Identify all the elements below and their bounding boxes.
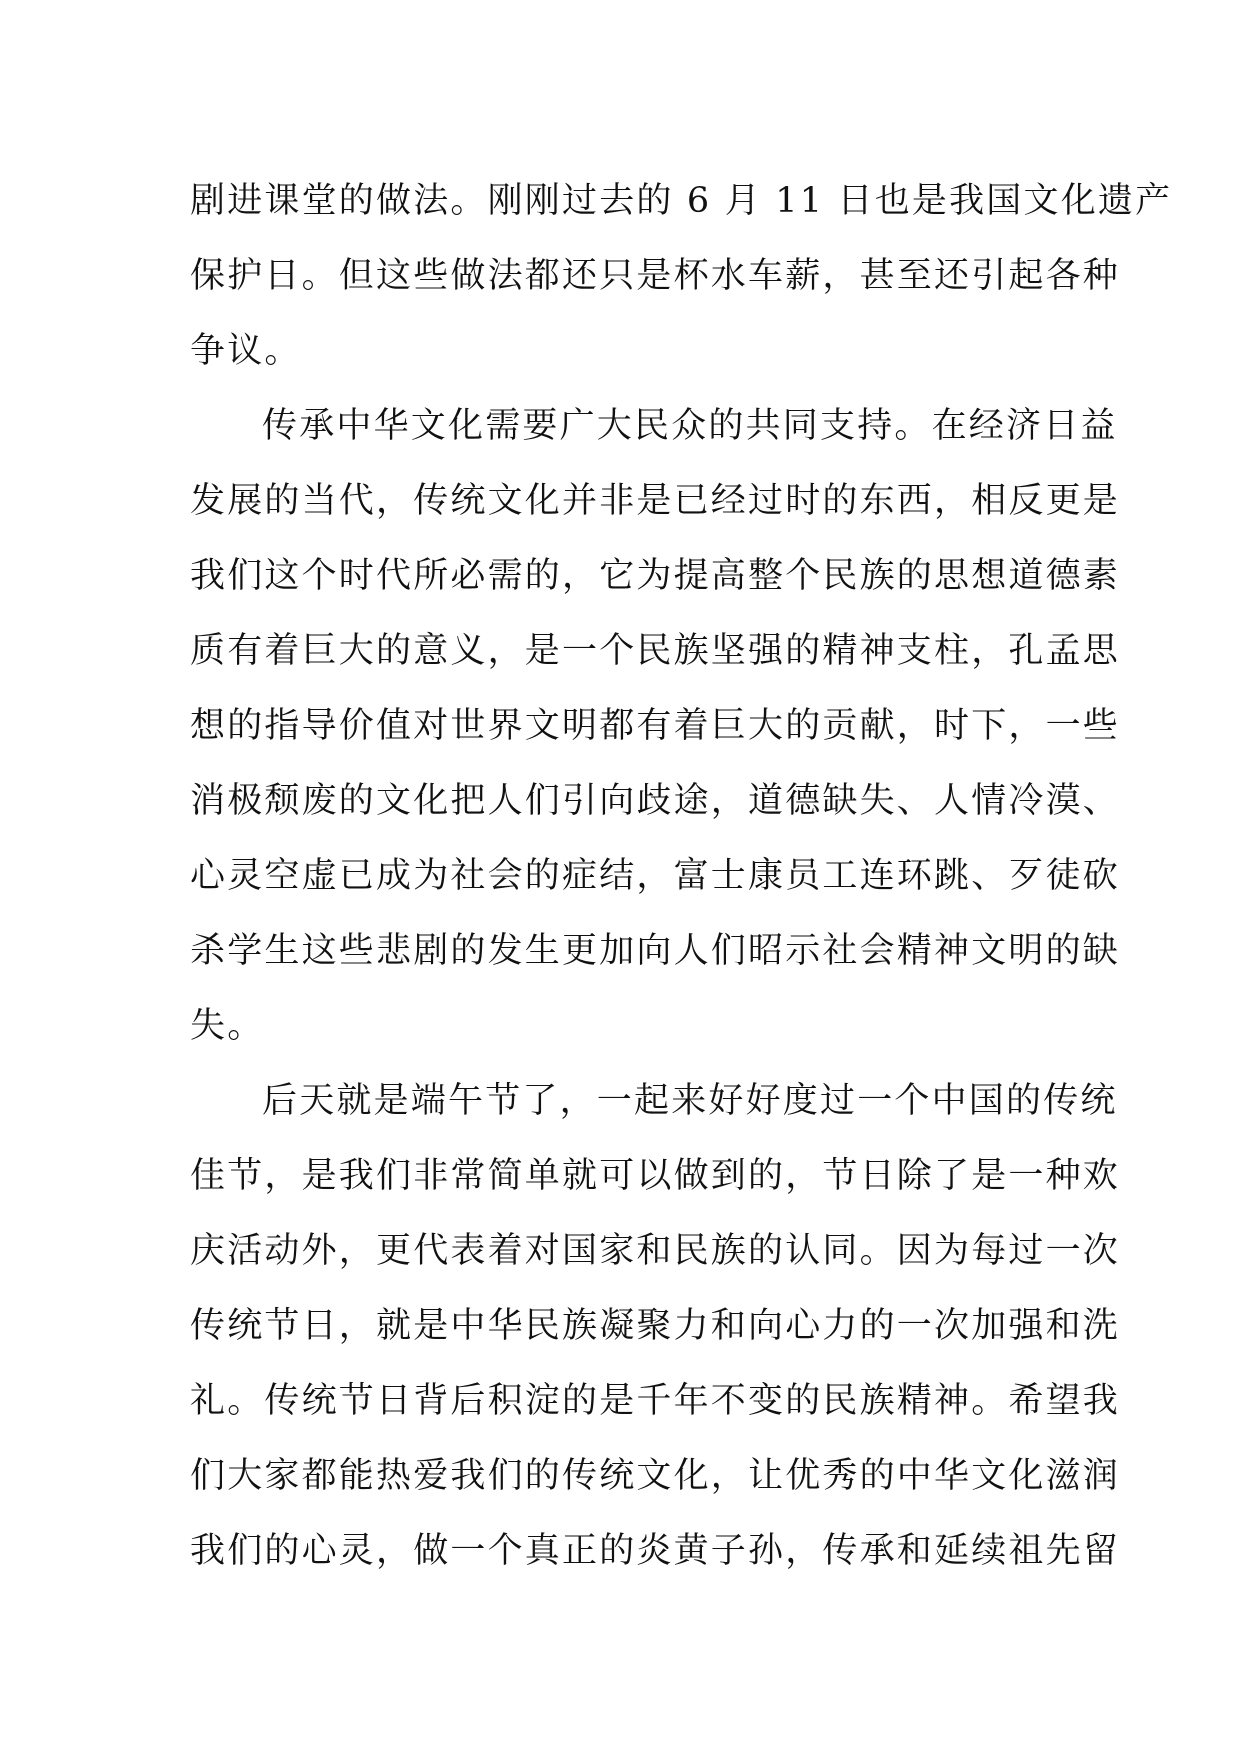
- text-line: 消极颓废的文化把人们引向歧途，道德缺失、人情冷漠、: [190, 781, 1121, 821]
- text-line: 心灵空虚已成为社会的症结，富士康员工连环跳、歹徒砍: [190, 856, 1121, 896]
- text-line: 我们这个时代所必需的，它为提高整个民族的思想道德素: [190, 556, 1121, 596]
- text-line: 庆活动外，更代表着对国家和民族的认同。因为每过一次: [190, 1231, 1121, 1271]
- text-line: 们大家都能热爱我们的传统文化，让优秀的中华文化滋润: [190, 1456, 1121, 1496]
- paragraph-2: [190, 389, 1121, 1064]
- text-line: 保护日。但这些做法都还只是杯水车薪，甚至还引起各种: [190, 256, 1121, 296]
- text-line: 剧进课堂的做法。刚刚过去的 6 月 11 日也是我国文化遗产: [190, 181, 1173, 221]
- paragraph-3: [190, 1064, 1121, 1589]
- text-line: 佳节，是我们非常简单就可以做到的，节日除了是一种欢: [190, 1156, 1121, 1196]
- text-line: 质有着巨大的意义，是一个民族坚强的精神支柱，孔孟思: [190, 631, 1121, 671]
- text-line: 想的指导价值对世界文明都有着巨大的贡献，时下，一些: [190, 706, 1121, 746]
- document-body: [190, 164, 1173, 1589]
- text-line: 失。: [190, 1006, 265, 1046]
- text-line: 争议。: [190, 331, 302, 371]
- paragraph-1: [190, 164, 1173, 389]
- text-line: 传统节日，就是中华民族凝聚力和向心力的一次加强和洗: [190, 1306, 1121, 1346]
- text-line: 礼。传统节日背后积淀的是千年不变的民族精神。希望我: [190, 1381, 1121, 1421]
- text-line: 杀学生这些悲剧的发生更加向人们昭示社会精神文明的缺: [190, 931, 1121, 971]
- text-line: 传承中华文化需要广大民众的共同支持。在经济日益: [262, 406, 1118, 446]
- text-line: 我们的心灵，做一个真正的炎黄子孙，传承和延续祖先留: [190, 1531, 1121, 1571]
- text-line: 发展的当代，传统文化并非是已经过时的东西，相反更是: [190, 481, 1121, 521]
- text-line: 后天就是端午节了，一起来好好度过一个中国的传统: [262, 1081, 1118, 1121]
